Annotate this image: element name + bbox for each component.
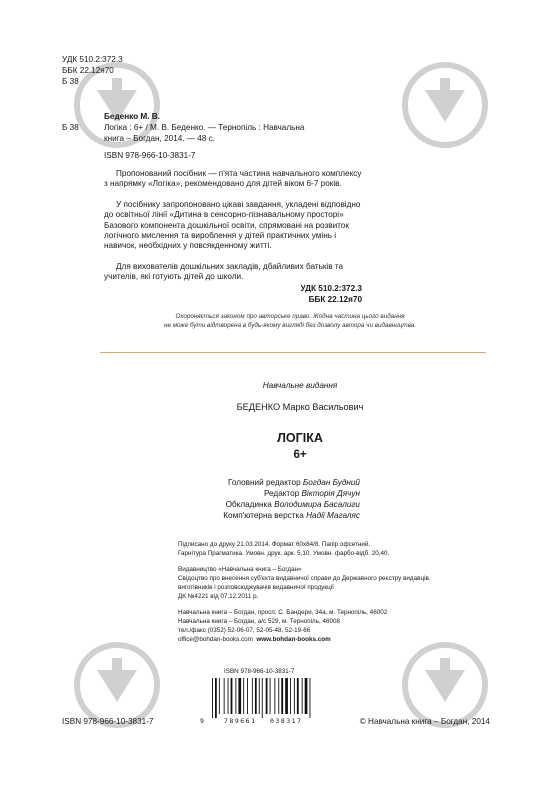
credit-line (180, 489, 360, 499)
header-index: Б 38 (62, 77, 79, 86)
credit-name: Богдан Будний (302, 478, 360, 487)
barcode-bar (278, 678, 279, 714)
barcode-bar (281, 678, 283, 714)
contact-address-1: Навчальна книга – Богдан, просп. С. Бандери, 34а, м. Тернопіль, 46002 (178, 609, 388, 616)
credit-name: Володимира Басалиги (274, 500, 360, 509)
barcode-bar (302, 678, 303, 714)
print-info-2: Гарнітура Прагматика. Умовн. друк. арк. 5,10. Умовн. фарбо-відб. 20,40. (178, 550, 390, 557)
barcode-bar (270, 678, 271, 714)
barcode-bar (224, 678, 225, 714)
catalog-isbn: ISBN 978-966-10-3831-7 (104, 151, 196, 160)
barcode-bar (285, 678, 288, 714)
barcode-bar (215, 678, 217, 718)
contact-address-2: Навчальна книга – Богдан, а/с 529, м. Тернопіль, 46008 (178, 618, 341, 625)
edition-title: ЛОГІКА (277, 431, 323, 445)
barcode-bar (290, 678, 291, 714)
footer-copyright: © Навчальна книга – Богдан, 2014 (359, 717, 490, 726)
barcode-bar (231, 678, 233, 714)
watermark-icon (400, 60, 490, 150)
credit-line (180, 478, 360, 488)
barcode-bar (274, 678, 275, 714)
credit-line (180, 500, 360, 510)
barcode-bar (255, 678, 257, 714)
credit-role: Обкладинка (225, 500, 272, 509)
credit-role: Редактор (263, 489, 300, 498)
barcode-bar (247, 678, 248, 714)
barcode-bar (235, 678, 236, 714)
barcode-digit-first: 9 (200, 717, 204, 725)
edition-type: Навчальне видання (262, 381, 338, 390)
barcode-bar (243, 678, 244, 714)
catalog-description-2: книга – Богдан, 2014. — 48 с. (104, 134, 216, 143)
barcode-bar (228, 678, 229, 714)
barcode-bar (259, 678, 260, 714)
barcode-bar (219, 678, 220, 714)
contact-phone: тел./факс (0352) 52-06-07, 52-05-48, 52-19-66 (178, 627, 311, 634)
header-udk: УДК 510.2:372.3 (62, 55, 123, 64)
barcode-bar (212, 678, 213, 718)
catalog-udk: УДК 510.2:372.3 (300, 284, 362, 293)
publisher-line-2: Свідоцтво про внесення суб'єкта видавничої справи до Державного реєстру видавців, (178, 575, 431, 582)
barcode-bar (262, 678, 263, 718)
catalog-description-1: Логіка : 6+ / М. В. Беденко. — Тернопіль : Навчальна (104, 123, 305, 132)
credit-line (180, 511, 360, 521)
print-info-1: Підписано до друку 21.03.2014. Формат 60х84/8. Папір офсетний. (178, 541, 371, 548)
copyright-notice-1: Охороняється законом про авторське право. Жодна частина цього видання (175, 313, 405, 320)
annotation-paragraph: Для вихователів дошкільних закладів, дбайливих батьків та учителів, які готують дітей до школи. (104, 262, 344, 282)
credit-name: Надії Магаляс (306, 511, 360, 520)
barcode-bar (266, 678, 268, 714)
footer-isbn: ISBN 978-966-10-3831-7 (62, 717, 154, 726)
barcode-bar (238, 678, 241, 714)
barcode-bar (297, 678, 299, 714)
catalog-index: Б 38 (62, 123, 79, 132)
barcode-bar (310, 678, 311, 718)
divider-line (100, 352, 486, 353)
barcode-bar (294, 678, 295, 714)
credit-role: Головний редактор (227, 478, 301, 487)
barcode-bar (252, 678, 253, 714)
barcode-bar (305, 678, 308, 714)
credit-name: Вікторія Дячун (301, 489, 360, 498)
copyright-notice-2: не може бути відтворена в будь-якому вигляді без дозволу автора чи видавництва. (164, 322, 416, 329)
contact-email[interactable]: office@bohdan-books.com (178, 636, 253, 643)
annotation-paragraph: У посібнику запропоновано цікаві завдання, укладені відповідно до освітньої лінії «Дитина в сенсорно-пізнавальному просторі» Базового компонента дошкільної освіти, спрямовані на розвиток логічного мислення та вироблення у дітей практичних умінь і навичок, необхідних у повсякденному житті. (104, 200, 361, 251)
header-bbk: ББК 22.12я70 (62, 66, 114, 75)
barcode-digits-left: 789661 (224, 717, 257, 725)
publisher-line-4: ДК №4221 від 07.12.2011 р. (178, 593, 259, 600)
contact-web (178, 636, 331, 645)
annotation-paragraph: Пропонований посібник — п'ята частина навчального комплексу з напрямку «Логіка», рекомендовано для дітей віком 6-7 років. (104, 169, 362, 189)
publisher-line-3: виготівників і розповсюджувачів видавничої продукції (178, 584, 334, 591)
credit-role: Комп'ютерна верстка (223, 511, 304, 520)
edition-author: БЕДЕНКО Марко Васильович (236, 402, 364, 412)
publisher-line-1: Видавництво «Навчальна книга – Богдан» (178, 566, 302, 573)
barcode-isbn-label: ISBN 978-966-10-3831-7 (224, 668, 295, 675)
catalog-author: Беденко М. В. (104, 112, 160, 121)
barcode-digits-right: 038317 (270, 717, 303, 725)
catalog-bbk: ББК 22.12я70 (308, 295, 362, 304)
edition-age: 6+ (293, 449, 307, 461)
contact-website[interactable]: www.bohdan-books.com (256, 636, 331, 643)
